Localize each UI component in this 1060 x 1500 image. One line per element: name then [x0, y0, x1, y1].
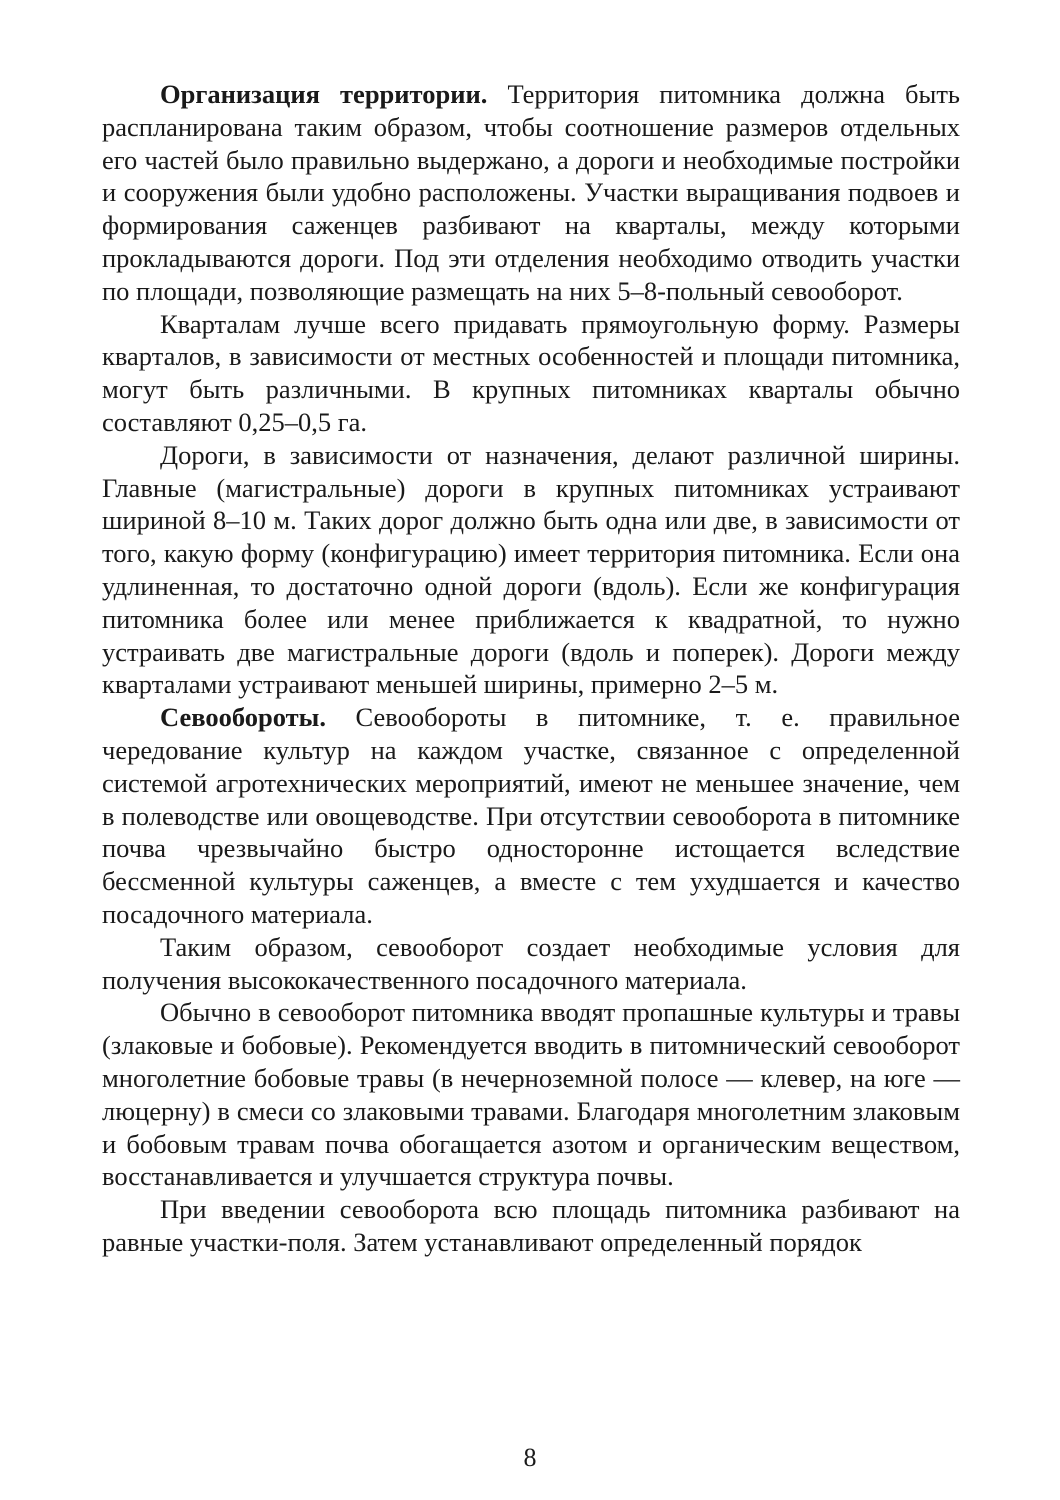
paragraph-text: Обычно в севооборот питомника вводят пропашные культуры и травы (злаковые и бобовые). Рекомендуется вводить в питомнический севооборот многолетние бобовые травы (в нечерноземной полосе — клевер, на юге — люцерну) в смеси со злаковыми травами. Благодаря многолетним злаковым и бобовым травам почва обогащается азотом и органическим веществом, восстанавливается и улучшается структура почвы.: [102, 997, 960, 1192]
paragraph-text: Территория питомника должна быть распланирована таким образом, чтобы соотношение размеров отдельных его частей было правильно выдержано, а дороги и необходимые постройки и сооружения были удобно расположены. Участки выращивания подвоев и формирования саженцев разбивают на кварталы, между которыми прокладываются дороги. Под эти отделения необходимо отводить участки по площади, позволяющие размещать на них 5–8-польный севооборот.: [102, 79, 960, 306]
paragraph-text: При введении севооборота всю площадь питомника разбивают на равные участки-поля. Затем устанавливают определенный порядок: [102, 1194, 960, 1257]
paragraph-text: Дороги, в зависимости от назначения, делают различной ширины. Главные (магистральные) дороги в крупных питомниках устраивают шириной 8–10 м. Таких дорог должно быть одна или две, в зависимости от того, какую форму (конфигурацию) имеет территория питомника. Если она удлиненная, то достаточно одной дороги (вдоль). Если же конфигурация питомника более или менее приближается к квадратной, то нужно устраивать две магистральные дороги (вдоль и поперек). Дороги между кварталами устраивают меньшей ширины, примерно 2–5 м.: [102, 439, 960, 700]
paragraph-crop-rotation: [102, 701, 960, 931]
heading-crop-rotation: Севообороты.: [160, 702, 326, 733]
paragraph-organization: [102, 78, 960, 308]
paragraph-fields: [102, 1193, 960, 1259]
heading-organization: Организация территории.: [160, 79, 488, 109]
paragraph-text: Таким образом, севооборот создает необходимые условия для получения высококачественного посадочного материала.: [102, 931, 960, 995]
paragraph-quarters: [102, 308, 960, 439]
paragraph-grasses: [102, 996, 960, 1193]
paragraph-roads: [102, 439, 960, 701]
page-number: 8: [523, 1443, 537, 1472]
paragraph-conditions: [102, 931, 960, 997]
paragraph-text: Севообороты в питомнике, т. е. правильное чередование культур на каждом участке, связанное с определенной системой агротехнических мероприятий, имеют не меньшее значение, чем в полеводстве или овощеводстве. При отсутствии севооборота в питомнике почва чрезвычайно быстро односторонне истощается вследствие бессменной культуры саженцев, а вместе с тем ухудшается и качество посадочного материала.: [102, 702, 960, 929]
page-content: [102, 78, 960, 1259]
paragraph-text: Кварталам лучше всего придавать прямоугольную форму. Размеры кварталов, в зависимости от местных особенностей и площади питомника, могут быть различными. В крупных питомниках кварталы обычно составляют 0,25–0,5 га.: [102, 308, 960, 437]
